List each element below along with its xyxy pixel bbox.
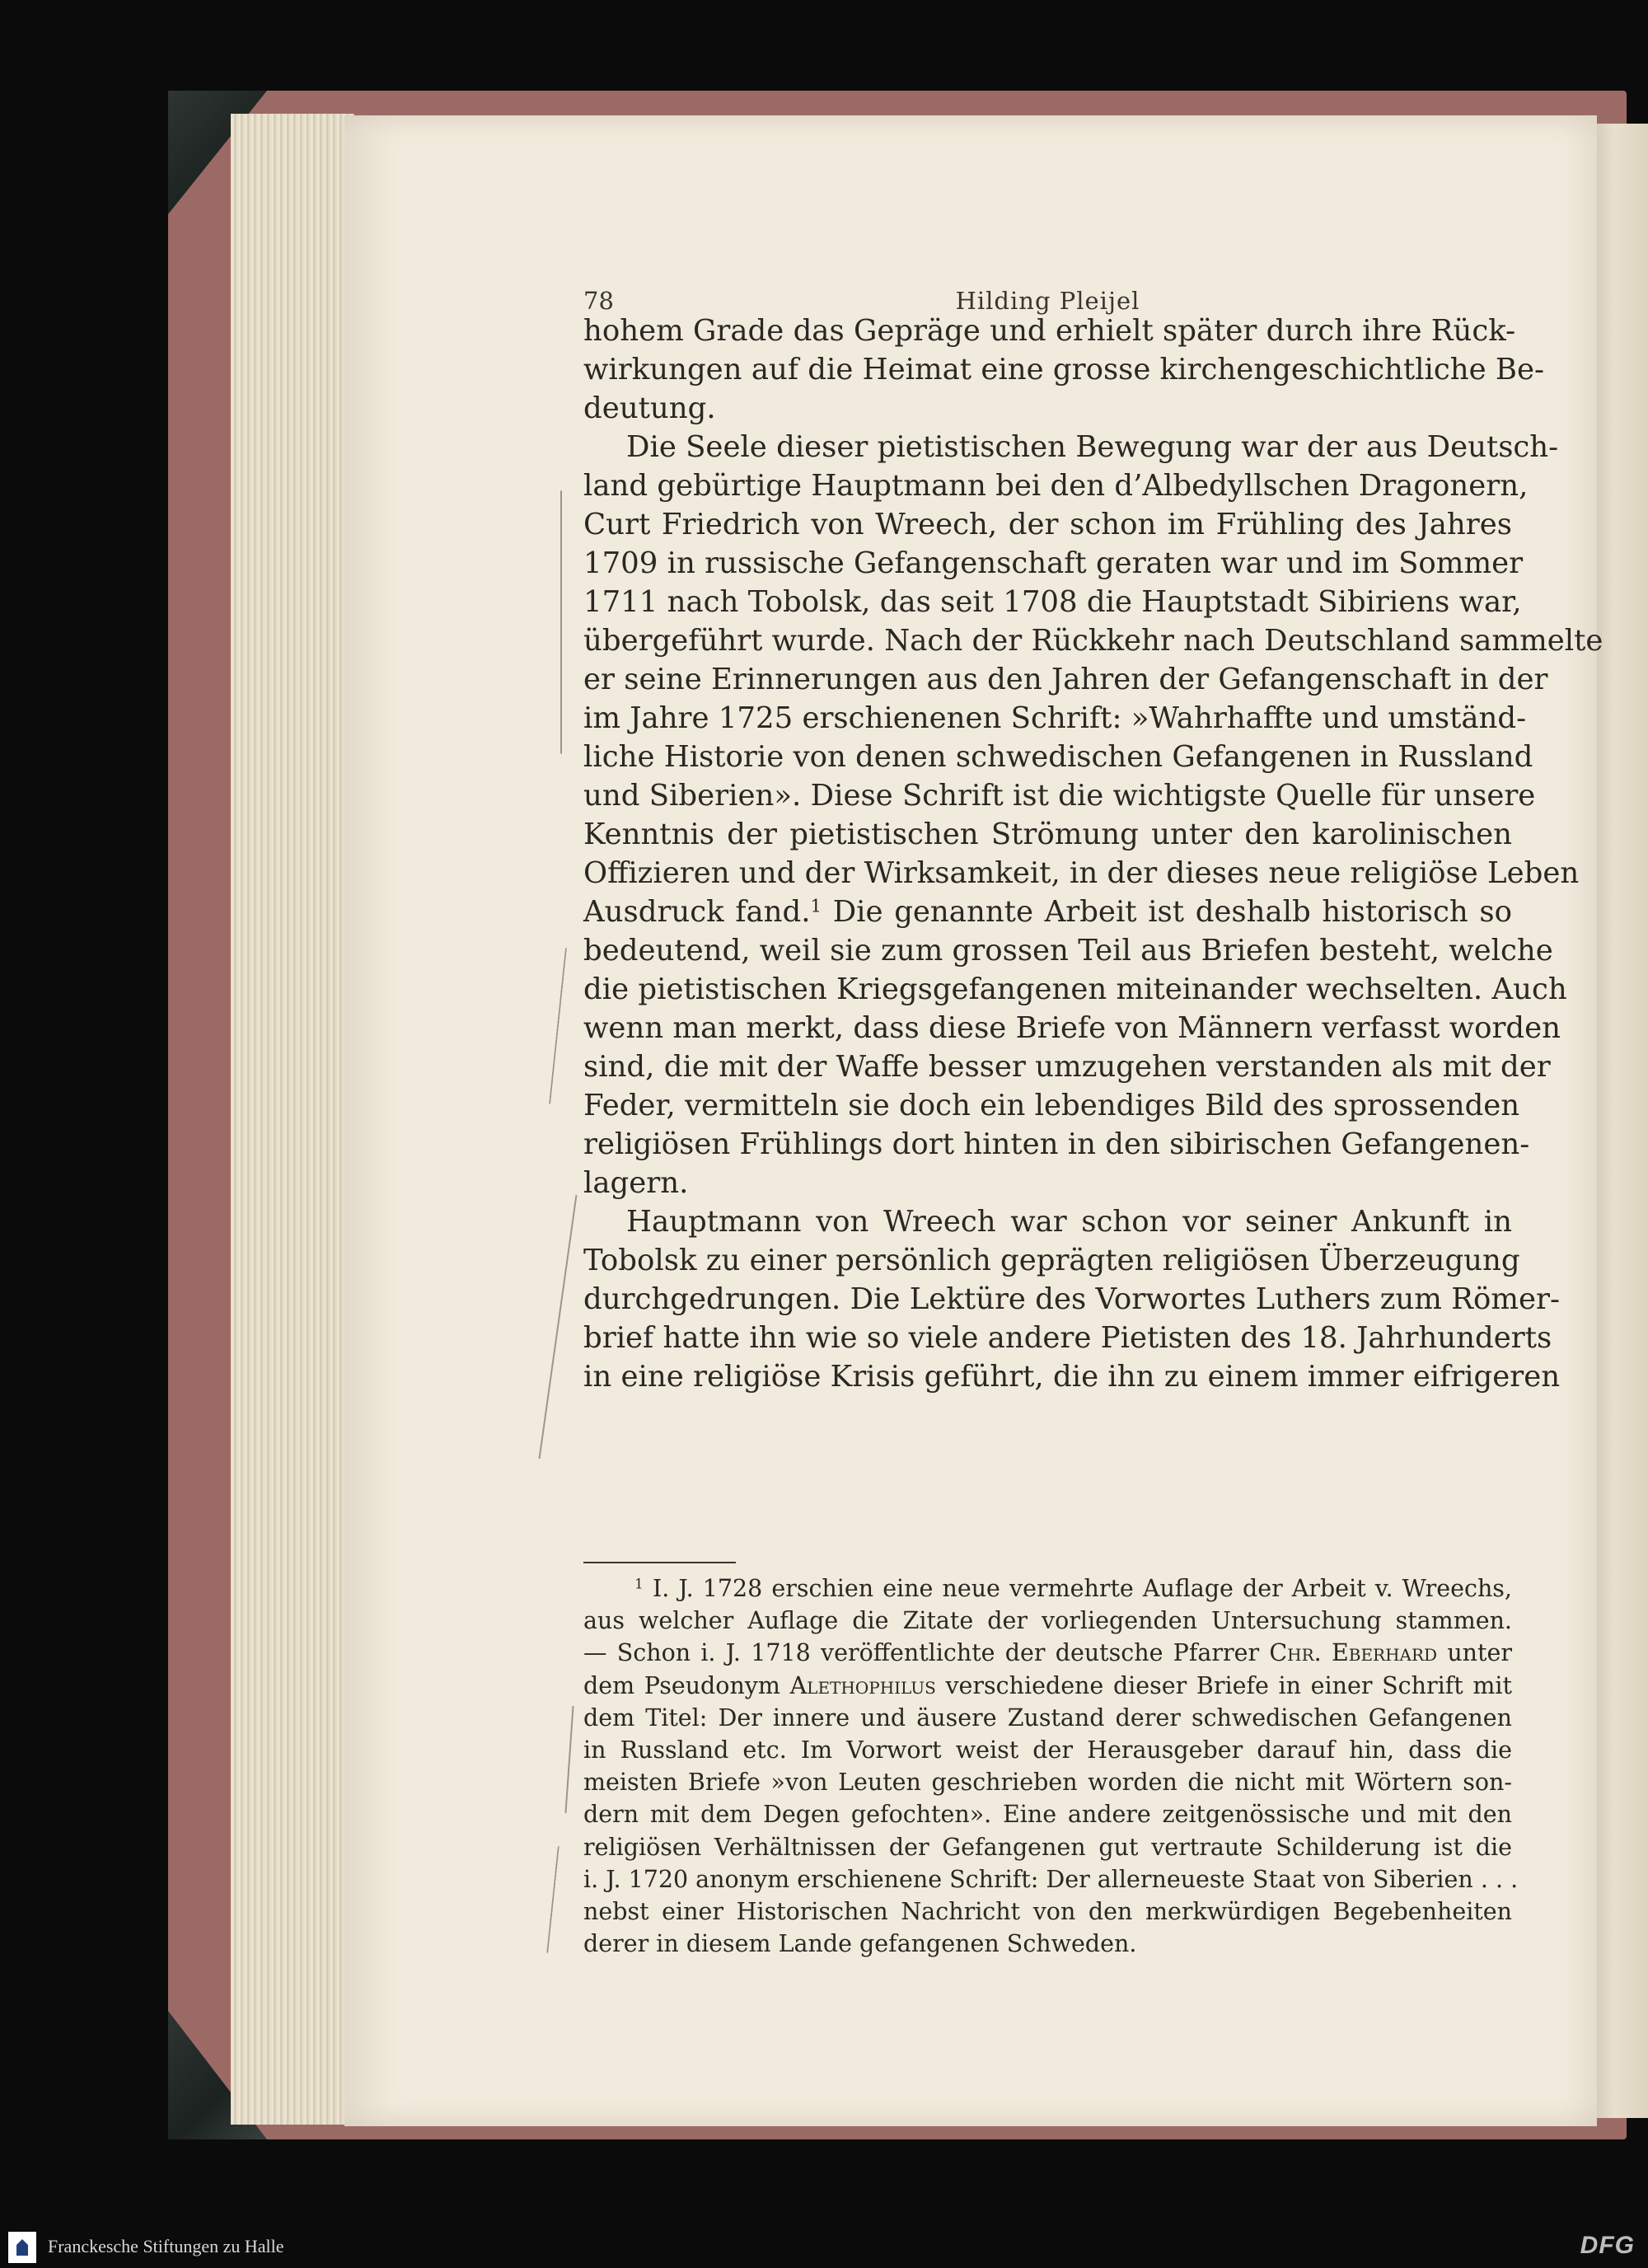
footnote-line: [583, 1637, 1512, 1669]
footnote-text: unter: [1447, 1639, 1512, 1667]
institution-name: Franckesche Stiftungen zu Halle: [48, 2236, 284, 2256]
text-line: 1711 nach Tobolsk, das seit 1708 die Hauptstadt Sibiriens war,: [583, 585, 1522, 619]
footnote-line: derer in diesem Lande gefangenen Schweden.: [583, 1930, 1137, 1958]
text-line: wirkungen auf die Heimat eine grosse kirchengeschichtliche Be-: [583, 353, 1545, 387]
footnote-text: I. J. 1728 erschien eine neue vermehrte Auflage der Arbeit v. Wreechs,: [652, 1575, 1512, 1602]
text-fragment: Ausdruck fand.: [583, 895, 811, 929]
page-number: 78: [583, 287, 614, 315]
text-line: er seine Erinnerungen aus den Jahren der Gefangenschaft in der: [583, 663, 1548, 696]
text-line: Tobolsk zu einer persönlich geprägten religiösen Überzeugung: [583, 1244, 1520, 1277]
footnote: [583, 1572, 1519, 1960]
text-line: deutung.: [583, 391, 716, 425]
pencil-mark: [539, 1195, 578, 1459]
footnote-line: meisten Briefe »von Leuten geschrieben worden die nicht mit Wörtern son-: [583, 1769, 1512, 1797]
footnote-text: verschiedene dieser Briefe in einer Schrift mit: [945, 1671, 1512, 1699]
text-line: bedeutend, weil sie zum grossen Teil aus Briefen besteht, welche: [583, 934, 1553, 968]
text-line: und Siberien». Diese Schrift ist die wichtigste Quelle für unsere: [583, 779, 1536, 813]
text-line: Die Seele dieser pietistischen Bewegung war der aus Deutsch-: [626, 430, 1559, 464]
text-line: durchgedrungen. Die Lektüre des Vorwortes Luthers zum Römer-: [583, 1282, 1560, 1316]
text-fragment: Die genannte Arbeit ist deshalb historisch so: [832, 895, 1512, 929]
book-page: [344, 115, 1604, 2126]
text-line: Curt Friedrich von Wreech, der schon im Frühling des Jahres: [583, 508, 1512, 541]
facing-page-edge: [1590, 124, 1648, 2118]
dfg-logo: DFG: [1580, 2232, 1635, 2259]
text-line: wenn man merkt, dass diese Briefe von Männern verfasst worden: [583, 1011, 1561, 1045]
text-line: sind, die mit der Waffe besser umzugehen verstanden als mit der: [583, 1050, 1551, 1084]
text-line: übergeführt wurde. Nach der Rückkehr nach Deutschland sammelte: [583, 624, 1604, 658]
footnote-line: [583, 1572, 1512, 1605]
author-name: Chr. Eberhard: [1269, 1639, 1438, 1667]
text-line: in eine religiöse Krisis geführt, die ihn zu einem immer eifrigeren: [583, 1360, 1561, 1394]
footnote-line: aus welcher Auflage die Zitate der vorliegenden Untersuchung stammen.: [583, 1607, 1512, 1635]
text-line: religiösen Frühlings dort hinten in den sibirischen Gefangenen-: [583, 1127, 1530, 1161]
footnote-line: in Russland etc. Im Vorwort weist der Herausgeber darauf hin, dass die: [583, 1736, 1512, 1764]
text-line: die pietistischen Kriegsgefangenen miteinander wechselten. Auch: [583, 972, 1567, 1006]
text-line: Hauptmann von Wreech war schon vor seiner Ankunft in: [626, 1205, 1512, 1239]
page-edges: [231, 114, 354, 2125]
footnote-text: — Schon i. J. 1718 veröffentlichte der deutsche Pfarrer: [583, 1639, 1260, 1667]
text-line: liche Historie von denen schwedischen Gefangenen in Russland: [583, 740, 1533, 774]
text-line: land gebürtige Hauptmann bei den d’Albedyllschen Dragonern,: [583, 469, 1529, 503]
text-line: Offizieren und der Wirksamkeit, in der dieses neue religiöse Leben: [583, 856, 1580, 890]
footnote-line: [583, 1670, 1512, 1702]
text-line-with-footnote: [583, 893, 1512, 931]
pencil-mark: [564, 1706, 574, 1813]
footnote-line: religiösen Verhältnissen der Gefangenen gut vertraute Schilderung ist die: [583, 1833, 1512, 1861]
footnote-marker: 1: [634, 1576, 644, 1593]
text-line: lagern.: [583, 1166, 689, 1200]
footnote-line: dern mit dem Degen gefochten». Eine andere zeitgenössische und mit den: [583, 1801, 1512, 1829]
pencil-mark: [549, 948, 567, 1104]
pencil-mark: [546, 1846, 559, 1953]
body-text: [583, 312, 1604, 1396]
footnote-line: dem Titel: Der innere und äusere Zustand derer schwedischen Gefangenen: [583, 1703, 1512, 1731]
text-line: Kenntnis der pietistischen Strömung unter den karolinischen: [583, 818, 1512, 851]
footnote-line: nebst einer Historischen Nachricht von den merkwürdigen Begebenheiten: [583, 1897, 1512, 1925]
pencil-mark: [560, 490, 562, 754]
footnote-line: i. J. 1720 anonym erschienene Schrift: Der allerneueste Staat von Siberien . . .: [583, 1865, 1519, 1893]
text-line: brief hatte ihn wie so viele andere Pietisten des 18. Jahrhunderts: [583, 1321, 1552, 1355]
text-line: im Jahre 1725 erschienenen Schrift: »Wahrhaffte und umständ-: [583, 701, 1527, 735]
text-line: hohem Grade das Gepräge und erhielt später durch ihre Rück-: [583, 314, 1516, 348]
text-line: 1709 in russische Gefangenschaft geraten war und im Sommer: [583, 546, 1524, 580]
footnote-reference: 1: [810, 896, 822, 917]
footnote-text: dem Pseudonym: [583, 1671, 780, 1699]
institution-logo-icon: [8, 2232, 36, 2263]
text-line: Feder, vermitteln sie doch ein lebendiges Bild des sprossenden: [583, 1089, 1520, 1122]
running-title: Hilding Pleijel: [955, 287, 1140, 315]
footnote-separator: [583, 1562, 736, 1563]
pseudonym: Alethophilus: [789, 1671, 936, 1699]
